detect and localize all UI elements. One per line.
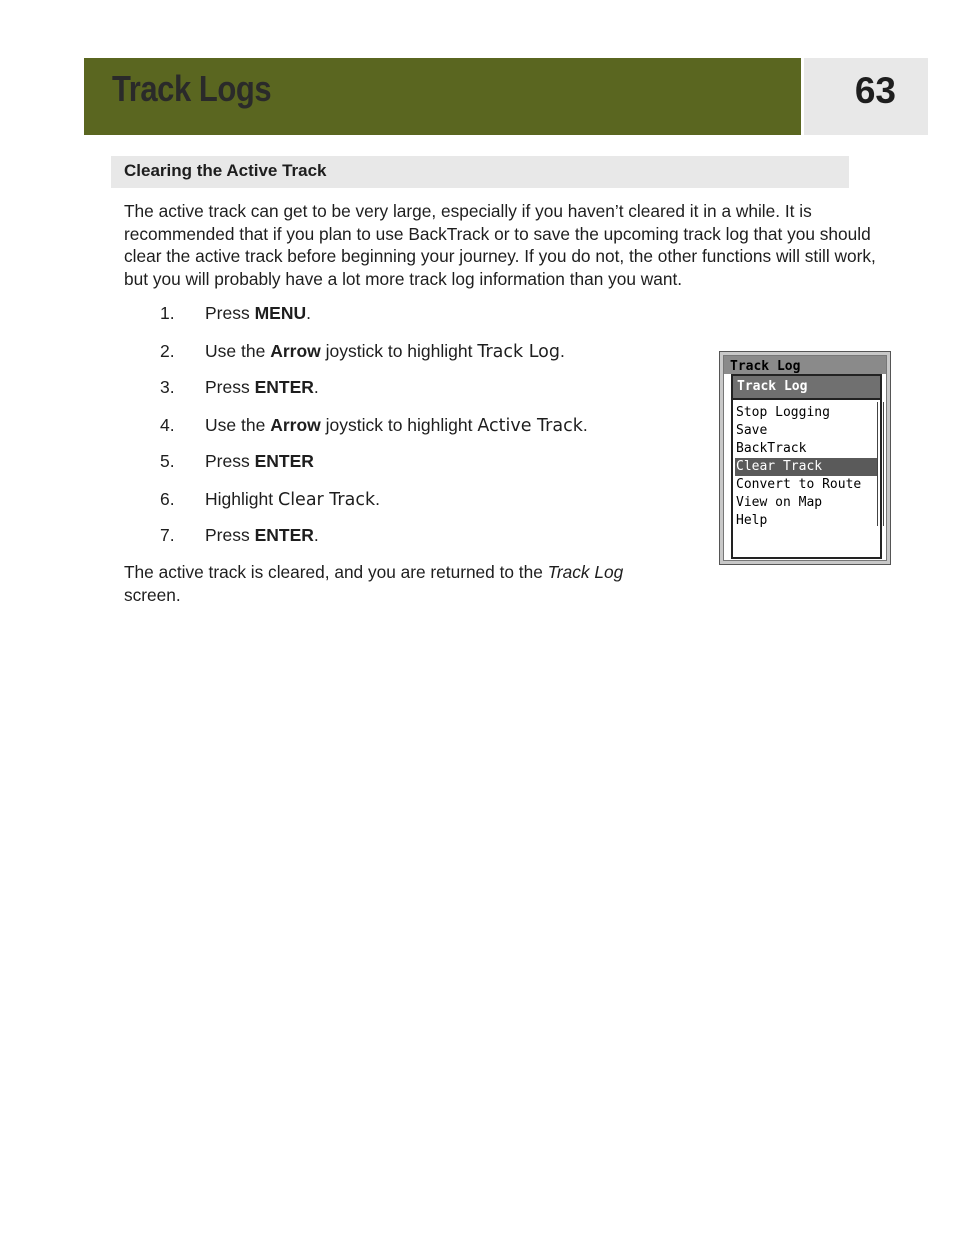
options-menu (731, 374, 882, 559)
key-enter: ENTER (254, 377, 314, 397)
ui-term-italic: Track Log (547, 562, 624, 582)
step-number: 1. (160, 303, 175, 323)
menu-item-view-on-map[interactable]: View on Map (736, 495, 823, 510)
menu-item-clear-track[interactable]: Clear Track (735, 458, 878, 476)
step-text: Use the Arrow joystick to highlight Active Track. (205, 415, 588, 436)
page-number: 63 (854, 70, 896, 111)
menu-item-stop-logging[interactable]: Stop Logging (736, 405, 830, 420)
key-enter: ENTER (254, 451, 314, 471)
section-header-bar (111, 156, 849, 188)
step-text: Press ENTER. (205, 377, 319, 397)
step-number: 6. (160, 489, 175, 509)
key-arrow: Arrow (270, 415, 321, 435)
options-menu-title: Track Log (737, 379, 808, 394)
step-text: Press MENU. (205, 303, 312, 323)
menu-item-help[interactable]: Help (736, 513, 768, 528)
options-menu-title-bar (733, 376, 880, 400)
device-screenshot (719, 351, 891, 565)
menu-item-save[interactable]: Save (736, 423, 768, 438)
step-text: Press ENTER (205, 451, 314, 471)
step-number: 5. (160, 451, 175, 471)
step-number: 3. (160, 377, 175, 397)
step-number: 2. (160, 341, 175, 361)
menu-item-backtrack[interactable]: BackTrack (736, 441, 807, 456)
ui-term: Active Track (477, 416, 583, 436)
intro-paragraph: The active track can get to be very large, especially if you haven’t cleared it in a while. It is recommended that if you plan to use BackTrack or to save the upcoming track log that you should clear the active track before beginning your journey. If you do not, the other functions will still work, but you will probably have a lot more track log information than you want. (124, 201, 876, 290)
page-number-box (804, 58, 928, 135)
ui-term: Track Log (477, 342, 560, 362)
section-title: Clearing the Active Track (124, 161, 327, 180)
ui-term: Clear Track (277, 490, 376, 510)
menu-item-convert-to-route[interactable]: Convert to Route (736, 477, 862, 492)
step-text: Highlight Clear Track. (205, 489, 380, 510)
key-enter: ENTER (254, 525, 314, 545)
step-number: 7. (160, 525, 175, 545)
outro-paragraph: The active track is cleared, and you are returned to the Track Log screen. (124, 562, 624, 605)
step-number: 4. (160, 415, 175, 435)
key-menu: MENU (254, 303, 307, 323)
step-text: Press ENTER. (205, 525, 319, 545)
options-menu-list (735, 404, 878, 530)
device-scrollbar[interactable] (877, 402, 884, 526)
step-text: Use the Arrow joystick to highlight Track Log. (205, 341, 565, 362)
device-screen (723, 355, 887, 561)
device-screen-title: Track Log (730, 359, 801, 374)
device-screen-title-bar (724, 356, 886, 374)
key-arrow: Arrow (270, 341, 321, 361)
chapter-header-bar (84, 58, 801, 135)
chapter-title: Track Logs (112, 68, 272, 109)
